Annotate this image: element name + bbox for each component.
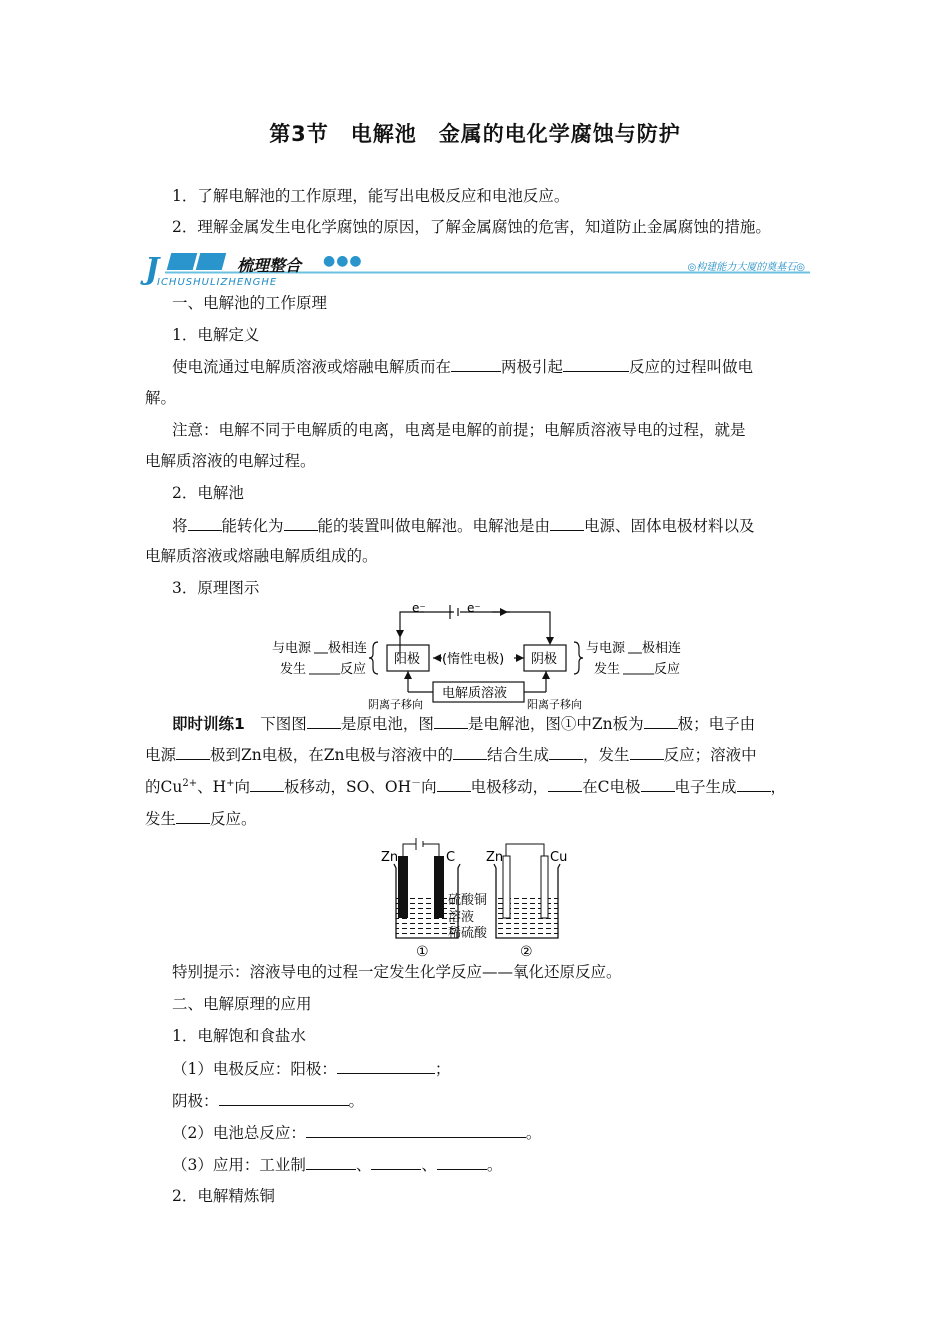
fill-blank[interactable] bbox=[307, 713, 341, 729]
definition-line-2: 解。 bbox=[145, 389, 177, 407]
fill-blank[interactable] bbox=[644, 713, 678, 729]
text: 能转化为 bbox=[221, 517, 284, 535]
fill-blank[interactable] bbox=[337, 1058, 435, 1074]
fill-blank[interactable] bbox=[437, 1154, 487, 1170]
fill-blank[interactable] bbox=[563, 356, 629, 372]
arrow-down-anode bbox=[396, 630, 404, 638]
arrow-up-anion bbox=[404, 671, 412, 679]
cathode-label: 阴极 bbox=[531, 652, 558, 667]
right-bottom-b: 反应 bbox=[654, 662, 681, 677]
section-banner bbox=[145, 250, 815, 290]
electron-label-left: e⁻ bbox=[412, 601, 426, 615]
superscript: － bbox=[411, 777, 422, 789]
label-figure-1: ① bbox=[416, 944, 429, 960]
fill-blank[interactable] bbox=[219, 1090, 349, 1106]
fill-blank[interactable] bbox=[453, 744, 487, 760]
right-top-b: 极相连 bbox=[642, 641, 682, 656]
text: 、H bbox=[197, 778, 227, 796]
arrow-left-inert bbox=[433, 654, 441, 662]
text: 反应。 bbox=[210, 810, 257, 828]
definition-heading: 1．电解定义 bbox=[172, 326, 260, 344]
objective-1: 1．了解电解池的工作原理，能写出电极反应和电池反应。 bbox=[172, 187, 570, 205]
exercise-line-3 bbox=[145, 776, 786, 797]
label-c: C bbox=[446, 850, 456, 865]
fill-blank[interactable] bbox=[550, 515, 584, 531]
section1-heading: 一、电解池的工作原理 bbox=[172, 294, 328, 312]
banner-square bbox=[196, 253, 227, 270]
text: 阴极： bbox=[172, 1092, 219, 1110]
cu-electrode bbox=[541, 856, 548, 918]
c-electrode bbox=[434, 856, 444, 918]
text: 极；电子由 bbox=[677, 715, 756, 733]
tip-text: 特别提示：溶液导电的过程一定发生化学反应——氧化还原反应。 bbox=[172, 963, 622, 981]
text: 向 bbox=[421, 778, 437, 796]
text: 。 bbox=[348, 1092, 365, 1110]
fill-blank[interactable] bbox=[250, 776, 284, 792]
fill-blank[interactable] bbox=[176, 744, 210, 760]
brine-heading: 1．电解饱和食盐水 bbox=[172, 1027, 306, 1045]
text: 是电解池，图①中Zn板为 bbox=[467, 715, 644, 733]
banner-square bbox=[167, 253, 198, 270]
top-wire bbox=[400, 612, 550, 657]
right-brace bbox=[574, 642, 583, 674]
text: 的Cu bbox=[145, 778, 183, 796]
text: 结合生成 bbox=[487, 746, 550, 764]
banner-letter: J bbox=[145, 252, 160, 287]
superscript: 2+ bbox=[182, 777, 198, 789]
right-bottom-a: 发生 bbox=[594, 662, 621, 677]
electrolysis-diagram bbox=[270, 600, 690, 712]
cells-diagram bbox=[378, 836, 578, 962]
fill-blank[interactable] bbox=[737, 776, 771, 792]
fill-blank[interactable] bbox=[451, 356, 501, 372]
left-bottom-b: 反应 bbox=[340, 662, 367, 677]
text: （3）应用：工业制 bbox=[172, 1156, 306, 1174]
left-bottom-a: 发生 bbox=[280, 662, 307, 677]
inert-label: (惰性电极) bbox=[442, 652, 505, 667]
text: 将 bbox=[172, 517, 188, 535]
left-brace bbox=[369, 642, 378, 674]
banner-label: 梳理整合 bbox=[237, 256, 302, 275]
label-sol-1: 硫酸铜 bbox=[448, 893, 488, 908]
text: 、 bbox=[421, 1156, 437, 1174]
text: 电极移动， bbox=[470, 778, 549, 796]
fill-blank[interactable] bbox=[548, 776, 582, 792]
zn-electrode-2 bbox=[503, 856, 510, 918]
reaction-cathode bbox=[172, 1090, 364, 1111]
electrolyte-label: 电解质溶液 bbox=[442, 686, 508, 701]
arrow-right-top bbox=[500, 608, 508, 616]
left-top-b: 极相连 bbox=[328, 641, 368, 656]
anode-label: 阳极 bbox=[394, 652, 421, 667]
text: 。 bbox=[525, 1124, 542, 1142]
label-sol-3: 稀硫酸 bbox=[448, 926, 488, 941]
label-cu: Cu bbox=[550, 850, 568, 865]
definition-line-1 bbox=[172, 356, 753, 377]
exercise-line-1 bbox=[172, 713, 755, 734]
cell-line-1 bbox=[172, 515, 755, 536]
section2-heading: 二、电解原理的应用 bbox=[172, 995, 312, 1013]
text: 、 bbox=[355, 1156, 372, 1174]
right-top-a: 与电源 bbox=[586, 641, 626, 656]
text: ，发生 bbox=[583, 746, 630, 764]
fill-blank[interactable] bbox=[630, 744, 664, 760]
text: 向 bbox=[234, 778, 251, 796]
note-line-1: 注意：电解不同于电解质的电离，电离是电解的前提；电解质溶液导电的过程，就是 bbox=[172, 421, 746, 439]
label-zn-1: Zn bbox=[381, 850, 399, 865]
fill-blank[interactable] bbox=[641, 776, 675, 792]
text: 能的装置叫做电解池。电解池是由 bbox=[317, 517, 551, 535]
reaction-total bbox=[172, 1122, 541, 1143]
text: （2）电池总反应： bbox=[172, 1124, 306, 1142]
text: 极到Zn电极，在Zn电极与溶液中的 bbox=[210, 746, 454, 764]
exercise-line-2 bbox=[145, 744, 757, 765]
diagram-heading: 3．原理图示 bbox=[172, 579, 260, 597]
fill-blank[interactable] bbox=[306, 1154, 356, 1170]
text: 发生 bbox=[145, 810, 177, 828]
objective-2: 2．理解金属发生电化学腐蚀的原因，了解金属腐蚀的危害，知道防止金属腐蚀的措施。 bbox=[172, 218, 771, 236]
superscript: + bbox=[226, 777, 235, 789]
anion-label: 阴离子移向 bbox=[368, 698, 423, 711]
text: 电源、固体电极材料以及 bbox=[584, 517, 755, 535]
cation-label: 阳离子移向 bbox=[527, 698, 582, 711]
text: 反应的过程叫做电 bbox=[629, 358, 754, 376]
text: ； bbox=[434, 1060, 451, 1078]
banner-right-text: ◎构建能力大厦的奠基石◎ bbox=[687, 262, 805, 273]
banner-dots: ●●● bbox=[323, 253, 363, 269]
text: 电源 bbox=[145, 746, 177, 764]
refining-heading: 2．电解精炼铜 bbox=[172, 1187, 275, 1205]
fill-blank[interactable] bbox=[434, 713, 468, 729]
fill-blank[interactable] bbox=[176, 808, 210, 824]
fill-blank[interactable] bbox=[284, 515, 318, 531]
text: 两极引起 bbox=[501, 358, 564, 376]
fill-blank[interactable] bbox=[371, 1154, 421, 1170]
exercise-label: 即时训练1 bbox=[172, 715, 245, 733]
text: （1）电极反应：阳极： bbox=[172, 1060, 337, 1078]
text: 在C电极 bbox=[582, 778, 641, 796]
label-figure-2: ② bbox=[520, 944, 533, 960]
page-title: 第3节 电解池 金属的电化学腐蚀与防护 bbox=[269, 122, 681, 146]
arrow-right-inert bbox=[516, 654, 524, 662]
text: 使电流通过电解质溶液或熔融电解质而在 bbox=[172, 358, 452, 376]
electron-label-right: e⁻ bbox=[467, 601, 481, 615]
arrow-up-cation bbox=[542, 671, 550, 679]
text: 下图图 bbox=[244, 715, 307, 733]
text: ， bbox=[770, 778, 787, 796]
exercise-line-4 bbox=[145, 808, 257, 829]
text: 是原电池，图 bbox=[340, 715, 434, 733]
text: 反应；溶液中 bbox=[663, 746, 757, 764]
fill-blank[interactable] bbox=[188, 515, 222, 531]
text: 板移动，SO、OH bbox=[284, 778, 412, 796]
text: 。 bbox=[486, 1156, 503, 1174]
reaction-anode bbox=[172, 1058, 450, 1079]
zn-electrode-1 bbox=[398, 856, 408, 918]
application-line bbox=[172, 1154, 502, 1175]
text: 电子生成 bbox=[674, 778, 737, 796]
cell-line-2: 电解质溶液或熔融电解质组成的。 bbox=[145, 547, 378, 565]
left-top-a: 与电源 bbox=[272, 641, 312, 656]
banner-subtitle: ICHUSHULIZHENGHE bbox=[157, 277, 278, 288]
label-sol-2: 溶液 bbox=[448, 910, 475, 925]
note-line-2: 电解质溶液的电解过程。 bbox=[145, 452, 316, 470]
fill-blank[interactable] bbox=[437, 776, 471, 792]
cell-heading: 2．电解池 bbox=[172, 484, 244, 502]
label-zn-2: Zn bbox=[486, 850, 504, 865]
arrow-down-cathode bbox=[546, 637, 554, 645]
fill-blank[interactable] bbox=[306, 1122, 526, 1138]
fill-blank[interactable] bbox=[549, 744, 583, 760]
